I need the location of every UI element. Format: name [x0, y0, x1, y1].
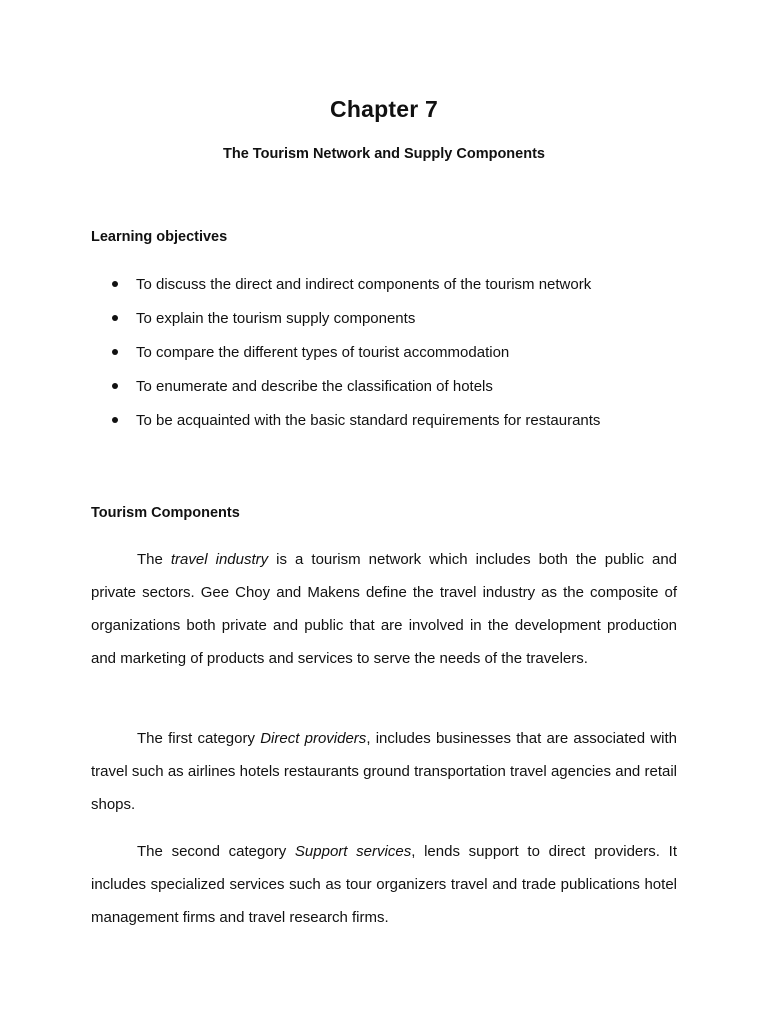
list-item [112, 410, 712, 444]
paragraph-rest: , includes businesses that are associated with travel such as airlines hotels restaurants ground transportation travel agencies and retail shops. [91, 730, 677, 813]
learning-objectives-list [112, 274, 712, 444]
list-item [112, 308, 712, 342]
list-item [112, 342, 712, 376]
paragraph-italic-term: Direct providers [260, 730, 367, 747]
paragraph-lead: The first category [137, 730, 261, 747]
list-item-text: To compare the different types of tourist accommodation [136, 344, 510, 361]
chapter-title: Chapter 7 [330, 96, 438, 122]
bullet-icon [112, 417, 118, 423]
list-item-text: To be acquainted with the basic standard requirements for restaurants [136, 412, 601, 429]
paragraph-rest: is a tourism network which includes both the public and private sectors. Gee Choy and Makens define the travel industry as the composite of organizations both private and public that are involved in the development production and marketing of products and services to serve the needs of the travelers. [91, 551, 678, 667]
paragraph-italic-term: travel industry [170, 551, 269, 568]
bullet-icon [112, 349, 118, 355]
list-item-text: To explain the tourism supply components [136, 310, 416, 327]
list-item-text: To enumerate and describe the classification of hotels [136, 378, 493, 395]
paragraph-support-services [91, 835, 677, 934]
bullet-icon [112, 281, 118, 287]
learning-objectives-heading: Learning objectives [91, 229, 228, 245]
paragraph-direct-providers [91, 722, 677, 821]
bullet-icon [112, 383, 118, 389]
tourism-components-heading: Tourism Components [91, 505, 240, 521]
list-item-text: To discuss the direct and indirect components of the tourism network [136, 276, 592, 293]
list-item [112, 274, 712, 308]
chapter-subtitle: The Tourism Network and Supply Components [223, 146, 545, 162]
paragraph-italic-term: Support services [294, 843, 412, 860]
paragraph-lead: The second category [137, 843, 295, 860]
paragraph-lead: The [137, 551, 171, 568]
bullet-icon [112, 315, 118, 321]
paragraph-rest: , lends support to direct providers. It includes specialized services such as tour organizers travel and trade publications hotel management firms and travel research firms. [91, 843, 677, 926]
list-item [112, 376, 712, 410]
paragraph-travel-industry [91, 543, 677, 675]
